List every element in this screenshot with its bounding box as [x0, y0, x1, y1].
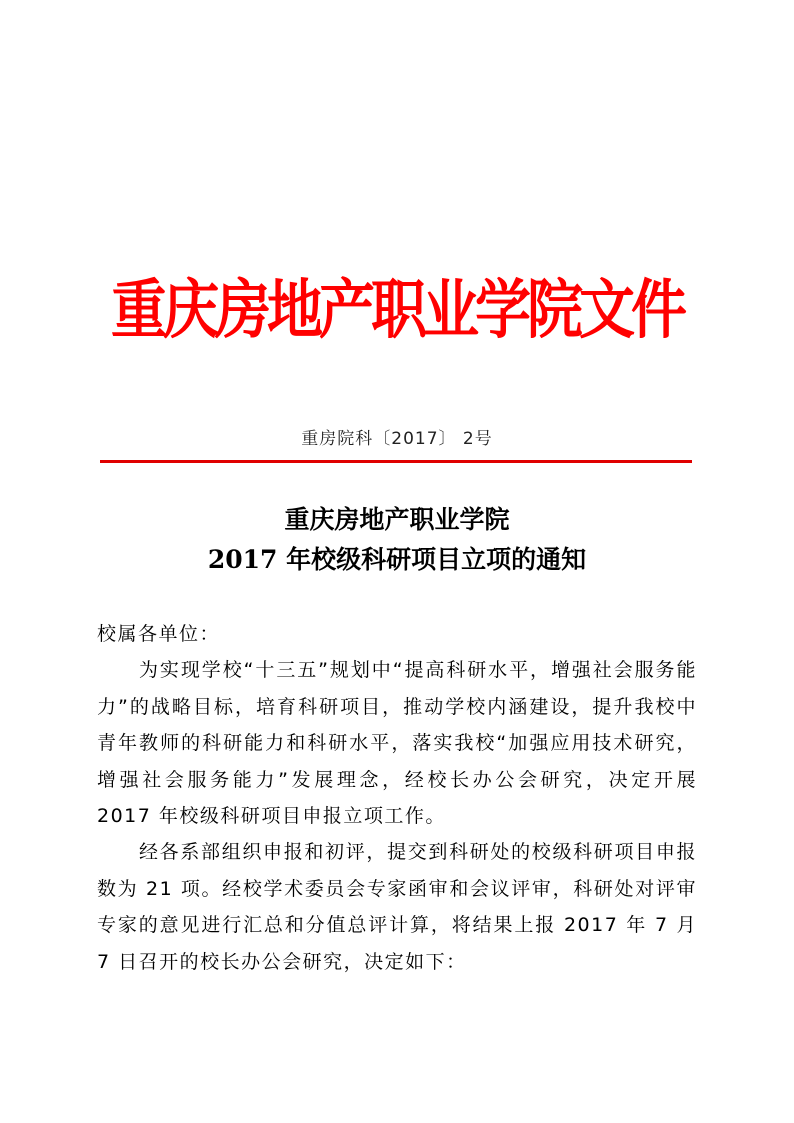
paragraph-1: 为实现学校“十三五”规划中“提高科研水平，增强社会服务能力”的战略目标，培育科研项目，推动学校内涵建设，提升我校中青年教师的科研能力和科研水平，落实我校“加强应用技术研究，增强社会服务能力”发展理念，经校长办公会研究，决定开展 2017 年校级科研项目申报立项工作。 — [97, 659, 697, 827]
paragraph-2: 经各系部组织申报和初评，提交到科研处的校级科研项目申报数为 21 项。经校学术委员会专家函审和会议评审，科研处对评审专家的意见进行汇总和分值总评计算，将结果上报 2017 年 7 月 7 日召开的校长办公会研究，决定如下： — [97, 841, 697, 973]
masthead-title: 重庆房地产职业学院文件 — [111, 272, 683, 348]
red-divider-line — [100, 460, 692, 463]
document-title-line2: 2017 年校级科研项目立项的通知 — [207, 545, 587, 574]
document-number: 重房院科〔2017〕 2号 — [301, 429, 493, 449]
document-title-line1: 重庆房地产职业学院 — [284, 505, 510, 534]
salutation: 校属各单位： — [97, 623, 221, 645]
